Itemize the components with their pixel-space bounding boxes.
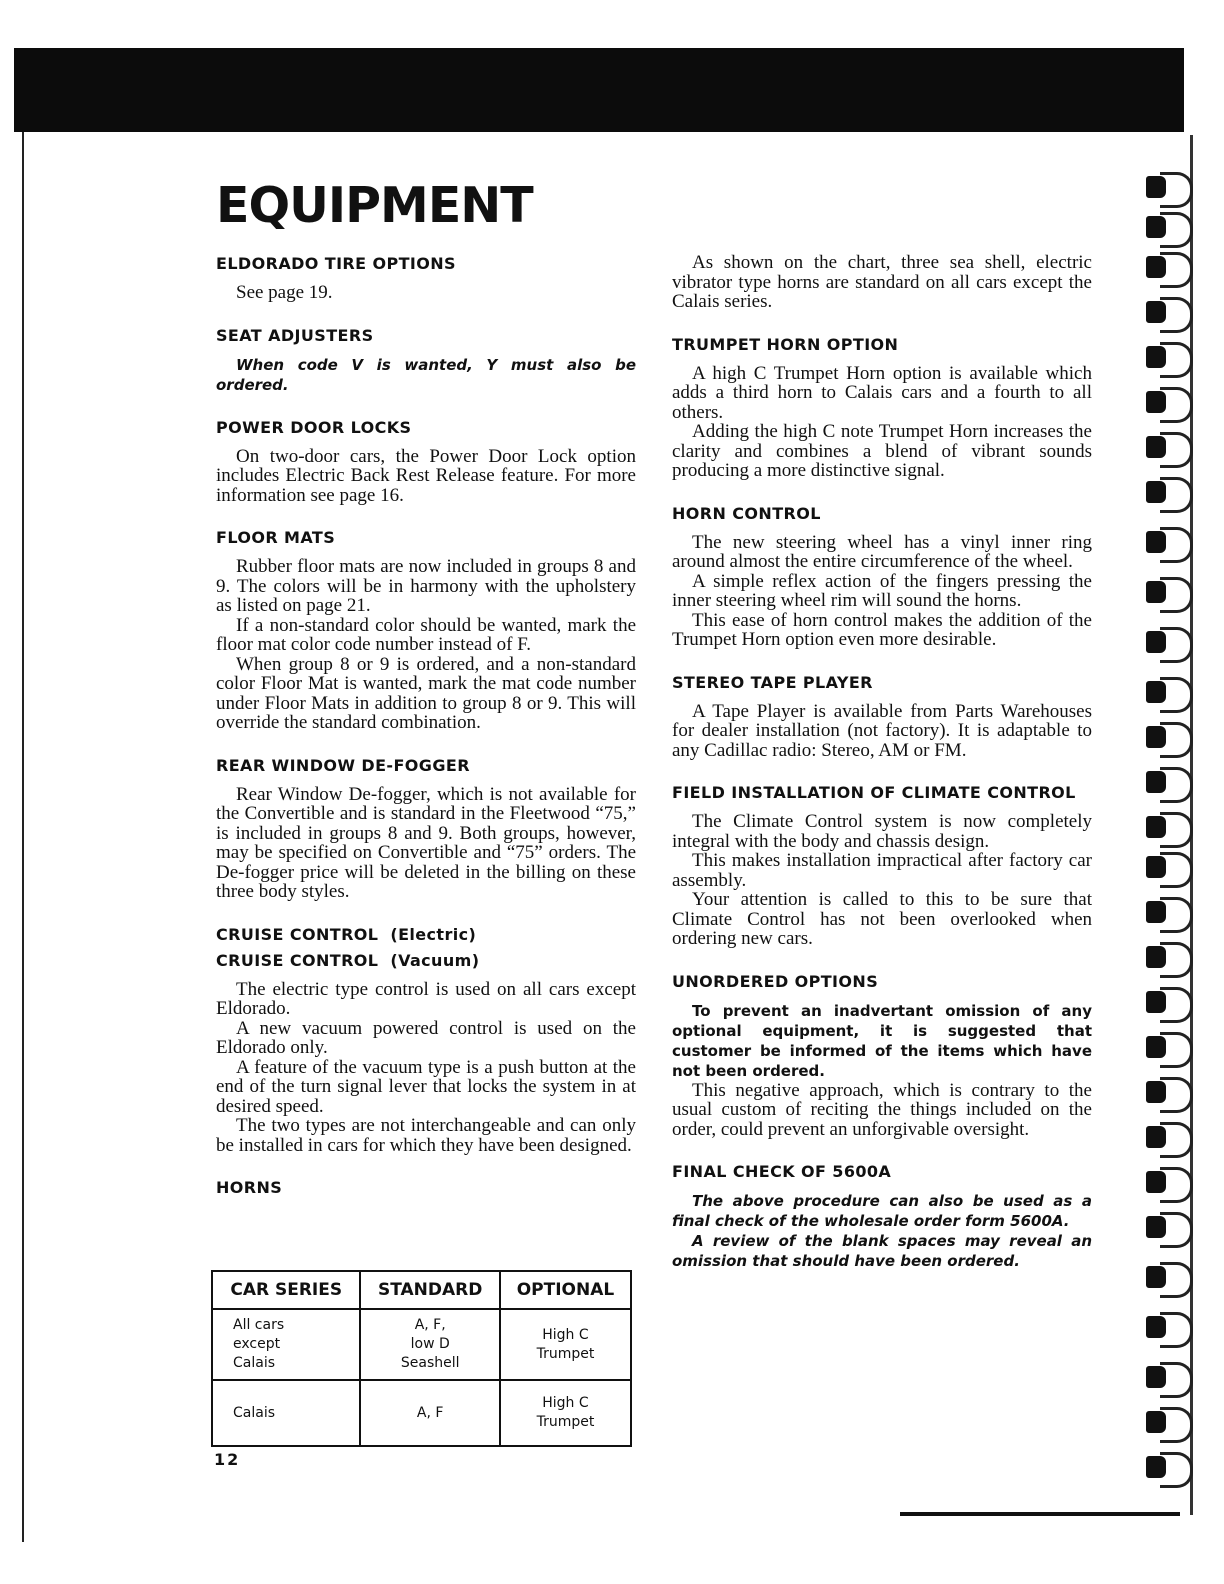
section-text: Your attention is called to this to be sure that Climate Control has not been overlooked when ordering new cars. — [672, 889, 1092, 949]
binding-ring-icon — [1146, 1405, 1190, 1439]
top-black-band — [14, 48, 1184, 132]
page-title: EQUIPMENT — [216, 177, 533, 234]
section-text: A Tape Player is available from Parts Warehouses for dealer installation (not factory). It is adaptable to any Cadillac radio: Stereo, AM or FM. — [672, 700, 1092, 761]
section-text: This makes installation impractical after factory car assembly. — [672, 850, 1092, 891]
section-text: Adding the high C note Trumpet Horn increases the clarity and combines a blend of vibrant sounds producing a more distinctive signal. — [672, 421, 1092, 481]
binding-ring-icon — [1146, 1165, 1190, 1199]
binding-ring-icon — [1146, 430, 1190, 464]
binding-ring-icon — [1146, 895, 1190, 929]
horns-table — [211, 1270, 632, 1447]
binding-ring-icon — [1146, 1030, 1190, 1064]
binding-ring-icon — [1146, 1120, 1190, 1154]
binding-ring-icon — [1146, 295, 1190, 329]
section-horns-continued — [672, 253, 1092, 312]
binding-ring-icon — [1146, 475, 1190, 509]
right-column — [672, 253, 1092, 1271]
spiral-binding — [1138, 150, 1200, 1530]
bottom-rule — [900, 1512, 1180, 1516]
section-text: The Climate Control system is now completely integral with the body and chassis design. — [672, 811, 1092, 852]
section-text: When group 8 or 9 is ordered, and a non-standard color Floor Mat is wanted, mark the mat code number under Floor Mats in addition to group 8 or 9. This will override the standard combination. — [216, 653, 636, 733]
table-header-row — [212, 1271, 631, 1309]
section-heading: FIELD INSTALLATION OF CLIMATE CONTROL — [672, 783, 1076, 802]
binding-ring-icon — [1146, 1260, 1190, 1294]
section-horns — [216, 1177, 636, 1199]
section-cruise-control — [216, 924, 636, 1156]
section-heading: TRUMPET HORN OPTION — [672, 334, 899, 354]
binding-ring-icon — [1146, 1450, 1190, 1484]
section-climate-control — [672, 782, 1092, 949]
table-header: OPTIONAL — [500, 1271, 631, 1309]
binding-ring-icon — [1146, 340, 1190, 374]
section-text: A simple reflex action of the fingers pressing the inner steering wheel rim will sound the horns. — [672, 570, 1092, 611]
table-cell: A, F, low D Seashell — [360, 1309, 499, 1380]
section-final-check — [672, 1161, 1092, 1271]
section-text: If a non-standard color should be wanted, mark the floor mat color code number instead of F. — [216, 614, 636, 655]
section-text: On two-door cars, the Power Door Lock option includes Electric Back Rest Release feature. For more information see page 16. — [216, 445, 636, 506]
section-heading: ELDORADO TIRE OPTIONS — [216, 254, 456, 273]
section-heading: FINAL CHECK OF 5600A — [672, 1162, 892, 1181]
binding-ring-icon — [1146, 575, 1190, 609]
binding-ring-icon — [1146, 1360, 1190, 1394]
binding-ring-icon — [1146, 1310, 1190, 1344]
section-text: To prevent an inadvertant omission of any optional equipment, it is suggested that customer be informed of the items which have not been ordered. — [672, 1001, 1092, 1080]
section-text: The above procedure can also be used as a final check of the wholesale order form 5600A. — [672, 1192, 1092, 1230]
section-heading: SEAT ADJUSTERS — [216, 325, 374, 345]
section-eldorado-tire-options — [216, 253, 636, 303]
left-column — [216, 253, 636, 1199]
section-heading: UNORDERED OPTIONS — [672, 971, 879, 991]
section-text: A feature of the vacuum type is a push button at the end of the turn signal lever that locks the system in at desired speed. — [216, 1056, 636, 1117]
binding-ring-icon — [1146, 850, 1190, 884]
section-unordered-options — [672, 971, 1092, 1140]
binding-ring-icon — [1146, 1210, 1190, 1244]
table-header: STANDARD — [360, 1271, 499, 1309]
section-heading: HORNS — [216, 1178, 283, 1197]
section-trumpet-horn-option — [672, 334, 1092, 481]
table-cell: A, F — [360, 1380, 499, 1446]
section-text: A review of the blank spaces may reveal an omission that should have been ordered. — [672, 1232, 1092, 1270]
table-row — [212, 1380, 631, 1446]
section-seat-adjusters — [216, 325, 636, 395]
section-text: This negative approach, which is contrary to the usual custom of reciting the things included on the order, could prevent an unforgivable oversight. — [672, 1079, 1092, 1140]
binding-ring-icon — [1146, 525, 1190, 559]
section-text: This ease of horn control makes the addition of the Trumpet Horn option even more desirable. — [672, 609, 1092, 650]
section-text: When code V is wanted, Y must also be ordered. — [216, 355, 636, 394]
section-text: See page 19. — [236, 282, 333, 303]
binding-ring-icon — [1146, 940, 1190, 974]
table-row — [212, 1309, 631, 1380]
binding-ring-icon — [1146, 810, 1190, 844]
section-power-door-locks — [216, 417, 636, 506]
section-heading: HORN CONTROL — [672, 503, 821, 523]
table-cell: High C Trumpet — [500, 1309, 631, 1380]
page-edge — [22, 132, 24, 1542]
section-heading: STEREO TAPE PLAYER — [672, 672, 873, 692]
section-text: The two types are not interchangeable and can only be installed in cars for which they have been designed. — [216, 1115, 636, 1156]
binding-ring-icon — [1146, 1075, 1190, 1109]
section-heading: CRUISE CONTROL (Electric) — [216, 924, 477, 944]
binding-ring-icon — [1146, 385, 1190, 419]
table-cell: High C Trumpet — [500, 1380, 631, 1446]
binding-ring-icon — [1146, 720, 1190, 754]
binding-ring-icon — [1146, 250, 1190, 284]
section-stereo-tape-player — [672, 672, 1092, 761]
binding-ring-icon — [1146, 675, 1190, 709]
section-text: As shown on the chart, three sea shell, electric vibrator type horns are standard on all cars except the Calais series. — [672, 252, 1092, 312]
section-heading: FLOOR MATS — [216, 528, 336, 547]
section-text: The electric type control is used on all cars except Eldorado. — [216, 978, 636, 1019]
section-text: A high C Trumpet Horn option is available which adds a third horn to Calais cars and a fourth to all others. — [672, 362, 1092, 423]
table-header: CAR SERIES — [212, 1271, 360, 1309]
section-text: Rear Window De-fogger, which is not available for the Convertible and is standard in the Fleetwood “75,” is included in groups 8 and 9. Both groups, however, may be specified on Convertible and “75” orders. The De-fogger price will be deleted in the billing on these three body styles. — [216, 783, 636, 902]
binding-ring-icon — [1146, 765, 1190, 799]
section-text: Rubber floor mats are now included in groups 8 and 9. The colors will be in harmony with the upholstery as listed on page 21. — [216, 556, 636, 616]
binding-ring-icon — [1146, 985, 1190, 1019]
table-cell: Calais — [212, 1380, 360, 1446]
section-heading: POWER DOOR LOCKS — [216, 417, 412, 437]
section-horn-control — [672, 503, 1092, 650]
section-heading: CRUISE CONTROL (Vacuum) — [216, 950, 480, 970]
table-cell: All cars except Calais — [212, 1309, 360, 1380]
section-rear-window-defogger — [216, 755, 636, 902]
binding-ring-icon — [1146, 170, 1190, 204]
section-heading: REAR WINDOW DE-FOGGER — [216, 755, 470, 775]
section-text: A new vacuum powered control is used on the Eldorado only. — [216, 1017, 636, 1058]
section-floor-mats — [216, 527, 636, 733]
binding-ring-icon — [1146, 210, 1190, 244]
section-text: The new steering wheel has a vinyl inner ring around almost the entire circumference of the wheel. — [672, 531, 1092, 572]
binding-ring-icon — [1146, 625, 1190, 659]
page-number: 12 — [214, 1450, 241, 1469]
